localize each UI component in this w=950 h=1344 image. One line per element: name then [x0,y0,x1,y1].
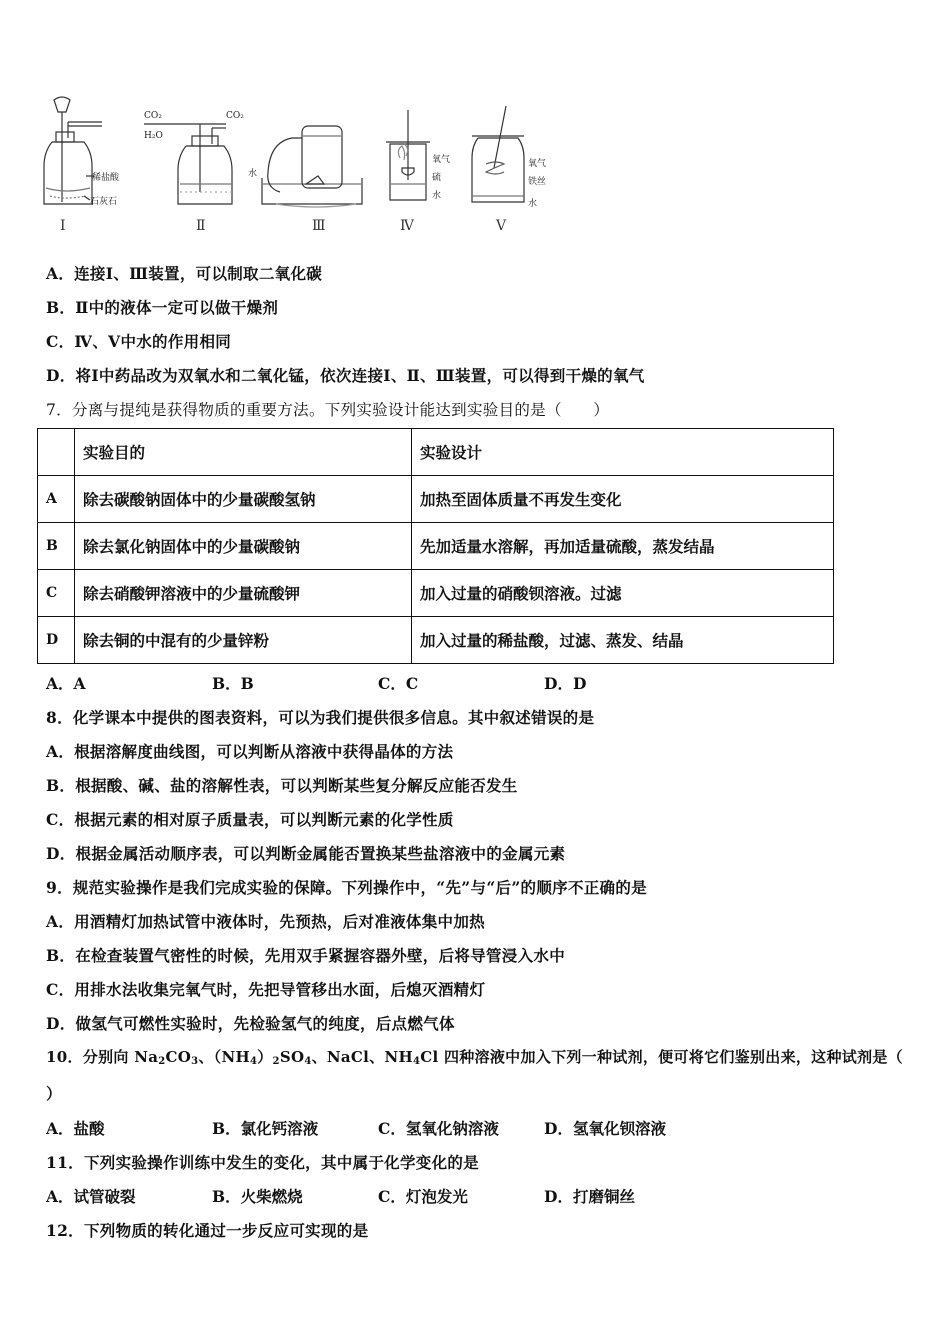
numeral-v: Ⅴ [496,218,507,234]
q12-stem: 12．下列物质的转化通过一步反应可实现的是 [46,1221,369,1240]
q7-stem: 7．分离与提纯是获得物质的重要方法。下列实验设计能达到实验目的是（ ） [46,401,610,419]
table-row [38,570,834,617]
label-sulfur: 硫 [432,173,442,183]
numeral-i: Ⅰ [60,218,66,234]
label-co2-in: CO₂ [144,111,162,121]
label-co2-out: CO₂ [226,111,244,121]
row-purpose: 除去硝酸钾溶液中的少量硫酸钾 [75,570,412,617]
apparatus-figure [40,92,560,242]
row-purpose: 除去碳酸钠固体中的少量碳酸氢钠 [75,476,412,523]
q8-option-a: A．根据溶解度曲线图，可以判断从溶液中获得晶体的方法 [46,742,454,761]
q11-option-d: D．打磨铜丝 [544,1187,635,1206]
row-design: 加入过量的稀盐酸，过滤、蒸发、结晶 [412,617,834,664]
row-label: D [38,617,75,664]
q7-options [46,672,710,694]
row-label: C [38,570,75,617]
q7-option-a: A．A [46,674,86,693]
q8-option-b: B．根据酸、碱、盐的溶解性表，可以判断某些复分解反应能否发生 [46,776,518,795]
row-design: 加热至固体质量不再发生变化 [412,476,834,523]
q10-stem: 10．分别向 $Na_2CO_3$、$(NH_4)_2SO_4$、NaCl、$NH_4Cl$ 四种溶液中加入下列一种试剂，便可将它们鉴别出来，这种试剂是（ [46,1048,903,1067]
q6-option-b: B．Ⅱ中的液体一定可以做干燥剂 [46,298,279,317]
label-dilute-hcl: 稀盐酸 [92,173,120,183]
label-oxygen-iv: 氧气 [432,155,451,165]
table-header-row [38,429,834,476]
row-purpose: 除去氯化钠固体中的少量碳酸钠 [75,523,412,570]
row-label: B [38,523,75,570]
label-iron-wire: 铁丝 [528,177,547,187]
numeral-iv: Ⅳ [400,218,414,234]
q6-option-d: D．将Ⅰ中药品改为双氧水和二氧化锰，依次连接Ⅰ、Ⅱ、Ⅲ装置，可以得到干燥的氧气 [46,366,645,385]
q11-options [46,1185,710,1207]
q10-option-d: D．氢氧化钡溶液 [544,1119,666,1138]
q7-option-d: D．D [544,674,587,693]
row-label: A [38,476,75,523]
q11-option-c: C．灯泡发光 [378,1187,468,1206]
row-purpose: 除去铜的中混有的少量锌粉 [75,617,412,664]
q8-option-c: C．根据元素的相对原子质量表，可以判断元素的化学性质 [46,810,454,829]
q7-table [37,428,834,664]
q10-stem-end: ） [46,1084,62,1103]
q7-option-c: C．C [378,674,419,693]
apparatus-iii [262,126,362,207]
q10-options [46,1117,710,1139]
label-oxygen-v: 氧气 [528,159,547,169]
table-row [38,476,834,523]
q11-option-b: B．火柴燃烧 [212,1187,303,1206]
label-water-iii: 水 [248,169,258,179]
numeral-ii: Ⅱ [196,218,206,234]
q10-option-b: B．氯化钙溶液 [212,1119,319,1138]
table-row [38,617,834,664]
header-purpose: 实验目的 [75,429,412,476]
q9-option-d: D．做氢气可燃性实验时，先检验氢气的纯度，后点燃气体 [46,1014,455,1033]
label-limestone: 石灰石 [90,197,118,207]
numeral-iii: Ⅲ [312,218,326,234]
row-design: 加入过量的硝酸钡溶液。过滤 [412,570,834,617]
table-row [38,523,834,570]
q10-option-c: C．氢氧化钠溶液 [378,1119,499,1138]
q8-option-d: D．根据金属活动顺序表，可以判断金属能否置换某些盐溶液中的金属元素 [46,844,566,863]
row-design: 先加适量水溶解，再加适量硫酸，蒸发结晶 [412,523,834,570]
q8-stem: 8．化学课本中提供的图表资料，可以为我们提供很多信息。其中叙述错误的是 [46,708,595,727]
label-h2o-in: H₂O [144,131,163,141]
q9-stem: 9．规范实验操作是我们完成实验的保障。下列操作中，“先”与“后”的顺序不正确的是 [46,878,647,897]
header-design: 实验设计 [412,429,834,476]
label-water-v: 水 [528,199,538,209]
apparatus-v [472,106,524,202]
q9-option-b: B．在检查装置气密性的时候，先用双手紧握容器外壁，后将导管浸入水中 [46,946,566,965]
q6-option-a: A．连接Ⅰ、Ⅲ装置，可以制取二氧化碳 [46,264,323,283]
apparatus-iv [386,110,430,200]
q11-option-a: A．试管破裂 [46,1187,136,1206]
q11-stem: 11．下列实验操作训练中发生的变化，其中属于化学变化的是 [46,1153,479,1172]
q10-option-a: A．盐酸 [46,1119,105,1138]
q7-option-b: B．B [212,674,254,693]
apparatus-i [44,97,102,204]
q9-option-c: C．用排水法收集完氧气时，先把导管移出水面，后熄灭酒精灯 [46,980,486,999]
q6-option-c: C．Ⅳ、Ⅴ中水的作用相同 [46,332,232,351]
label-water-iv: 水 [432,191,442,201]
q9-option-a: A．用酒精灯加热试管中液体时，先预热，后对准液体集中加热 [46,912,485,931]
